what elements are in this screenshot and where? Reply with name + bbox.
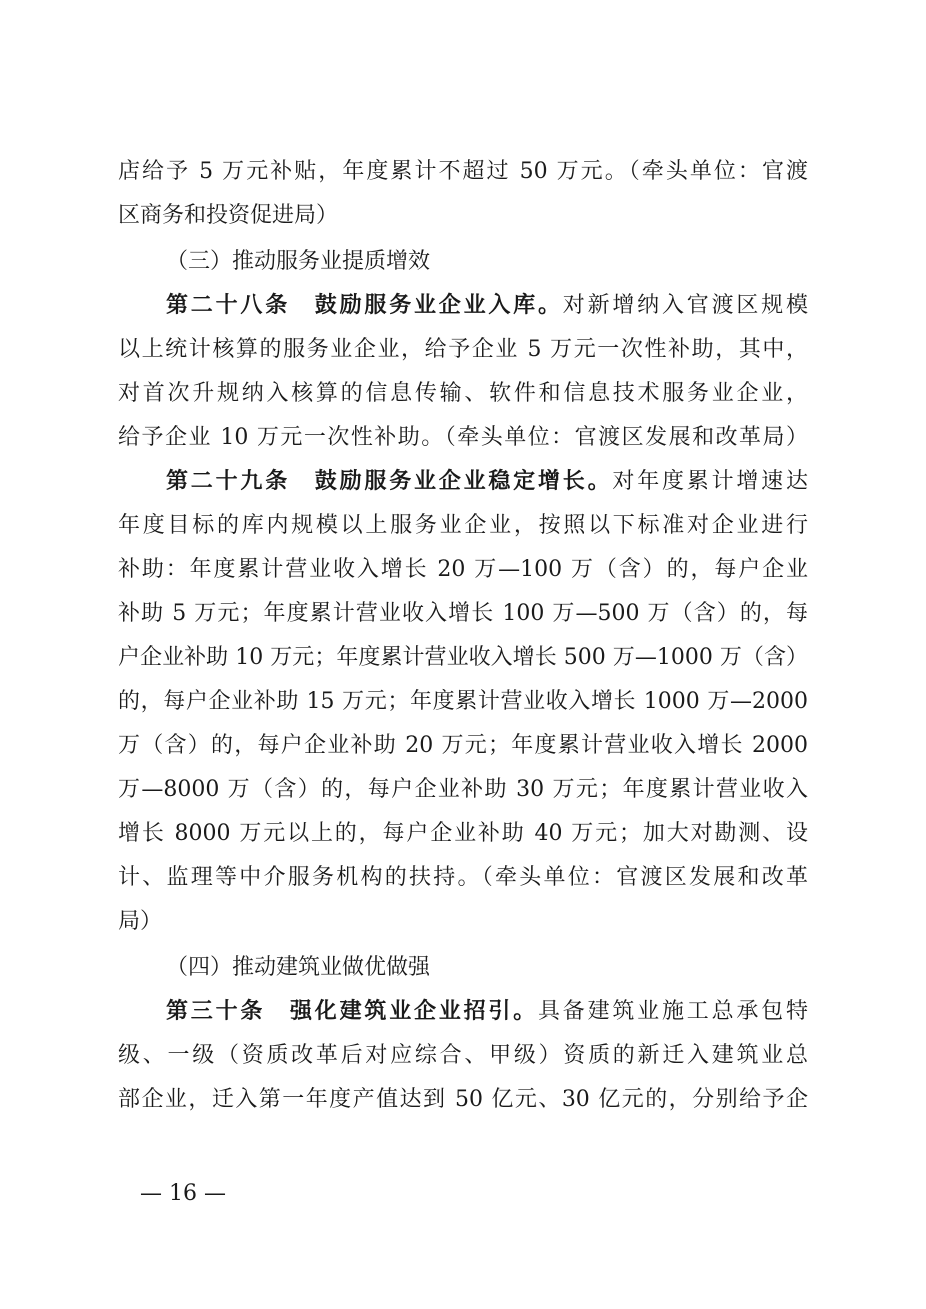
body-line: 万—8000 万（含）的，每户企业补助 30 万元；年度累计营业收入 bbox=[118, 777, 808, 802]
body-line: 以上统计核算的服务业企业，给予企业 5 万元一次性补助，其中， bbox=[118, 337, 808, 362]
article-29-title: 第二十九条 鼓励服务业企业稳定增长。 bbox=[166, 469, 613, 494]
body-line: 的，每户企业补助 15 万元；年度累计营业收入增长 1000 万—2000 bbox=[118, 689, 808, 714]
body-line: 店给予 5 万元补贴，年度累计不超过 50 万元。（牵头单位：官渡 bbox=[118, 159, 808, 184]
article-28-first-line bbox=[166, 284, 808, 328]
article-28-title: 第二十八条 鼓励服务业企业入库。 bbox=[166, 293, 563, 318]
body-line: 给予企业 10 万元一次性补助。（牵头单位：官渡区发展和改革局） bbox=[118, 425, 808, 450]
article-30-first-line bbox=[166, 990, 808, 1034]
body-line: 对首次升规纳入核算的信息传输、软件和信息技术服务业企业， bbox=[118, 381, 808, 406]
body-line: 万（含）的，每户企业补助 20 万元；年度累计营业收入增长 2000 bbox=[118, 733, 808, 758]
section-heading-4: （四）推动建筑业做优做强 bbox=[166, 955, 431, 980]
article-30-text: 具备建筑业施工总承包特 bbox=[537, 999, 808, 1024]
body-line-end: 区商务和投资促进局） bbox=[118, 203, 339, 228]
article-29-first-line bbox=[166, 460, 808, 504]
body-line: 部企业，迁入第一年度产值达到 50 亿元、30 亿元的，分别给予企 bbox=[118, 1087, 808, 1112]
body-line: 年度目标的库内规模以上服务业企业，按照以下标准对企业进行 bbox=[118, 513, 808, 538]
body-line: 补助 5 万元；年度累计营业收入增长 100 万—500 万（含）的，每 bbox=[118, 601, 808, 626]
article-28-text: 对新增纳入官渡区规模 bbox=[562, 293, 808, 318]
body-line: 计、监理等中介服务机构的扶持。（牵头单位：官渡区发展和改革 bbox=[118, 865, 808, 890]
body-line: 级、一级（资质改革后对应综合、甲级）资质的新迁入建筑业总 bbox=[118, 1043, 808, 1068]
body-line: 户企业补助 10 万元；年度累计营业收入增长 500 万—1000 万（含） bbox=[118, 645, 808, 670]
article-29-text: 对年度累计增速达 bbox=[612, 469, 808, 494]
body-line: 补助：年度累计营业收入增长 20 万—100 万（含）的，每户企业 bbox=[118, 557, 808, 582]
page-number: — 16 — bbox=[140, 1181, 226, 1206]
body-line: 增长 8000 万元以上的，每户企业补助 40 万元；加大对勘测、设 bbox=[118, 821, 808, 846]
article-30-title: 第三十条 强化建筑业企业招引。 bbox=[166, 999, 538, 1024]
body-line-end: 局） bbox=[118, 909, 163, 934]
section-heading-3: （三）推动服务业提质增效 bbox=[166, 249, 431, 274]
